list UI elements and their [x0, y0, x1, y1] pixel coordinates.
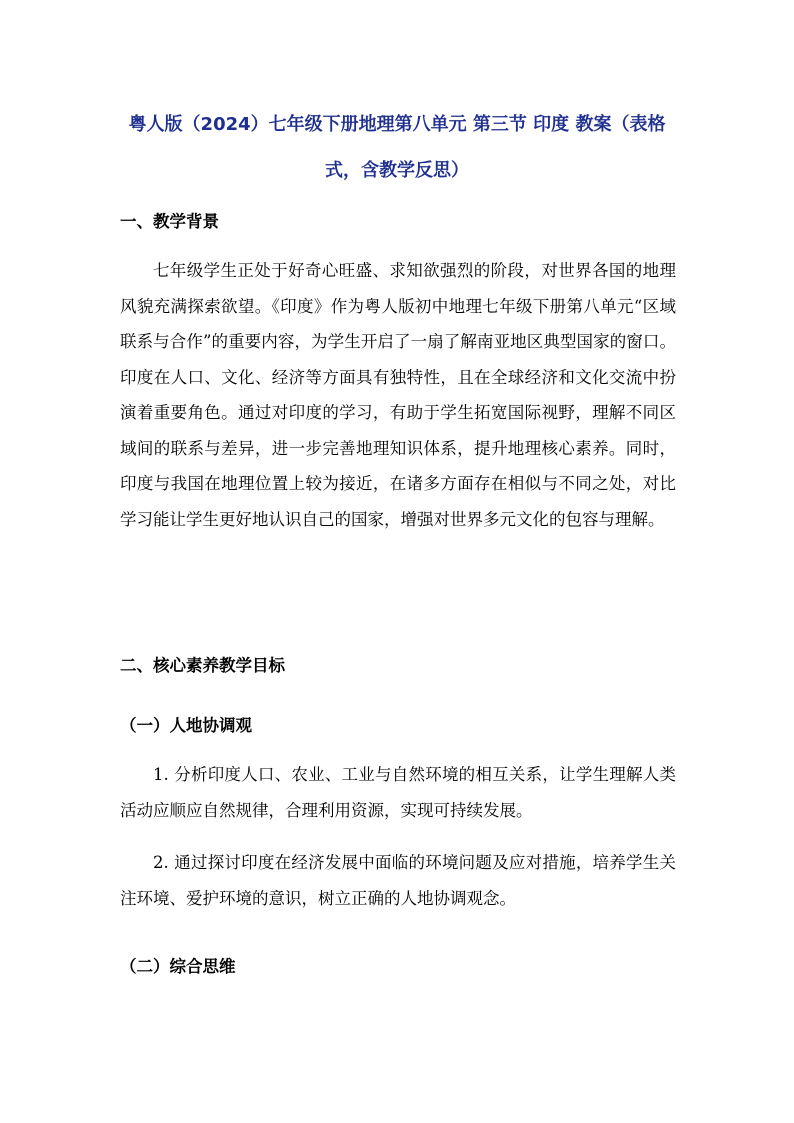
document-title: 粤人版（2024）七年级下册地理第八单元 第三节 印度 教案（表格式，含教学反思）	[128, 114, 666, 181]
background-paragraph: 七年级学生正处于好奇心旺盛、求知欲强烈的阶段，对世界各国的地理风貌充满探索欲望。《印度》作为粤人版初中地理七年级下册第八单元“区域联系与合作”的重要内容，为学生开启了一扇了解南亚地区典型国家的窗口。印度在人口、文化、经济等方面具有独特性，且在全球经济和文化交流中扮演着重要角色。通过对印度的学习，有助于学生拓宽国际视野，理解不同区域间的联系与差异，进一步完善地理知识体系，提升地理核心素养。同时，印度与我国在地理位置上较为接近，在诸多方面存在相似与不同之处，对比学习能让学生更好地认识自己的国家，增强对世界多元文化的包容与理解。	[120, 261, 676, 529]
section-heading-objectives: 二、核心素养教学目标	[120, 656, 285, 675]
subsection-heading-human-land: （一）人地协调观	[120, 716, 252, 735]
objective-item-1: 1. 分析印度人口、农业、工业与自然环境的相互关系，让学生理解人类活动应顺应自然规律，合理利用资源，实现可持续发展。	[120, 765, 676, 820]
subsection-heading-comprehensive-thinking: （二）综合思维	[120, 957, 236, 976]
objective-item-2: 2. 通过探讨印度在经济发展中面临的环境问题及应对措施，培养学生关注环境、爱护环境的意识，树立正确的人地协调观念。	[120, 853, 676, 908]
section-heading-background: 一、教学背景	[120, 212, 219, 231]
